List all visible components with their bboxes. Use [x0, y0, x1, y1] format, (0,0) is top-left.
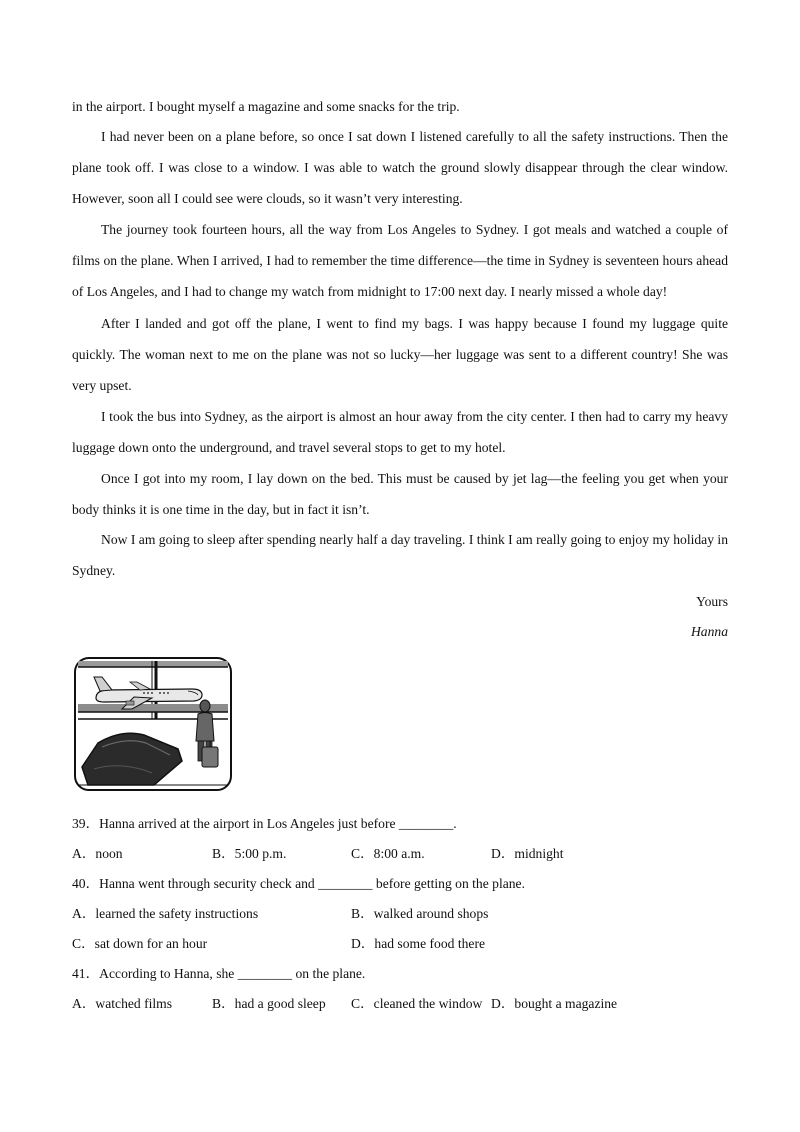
q41-option-c[interactable]: C．cleaned the window: [351, 996, 483, 1011]
q39-option-a[interactable]: A．noon: [72, 846, 123, 861]
q41-option-b[interactable]: B．had a good sleep: [212, 996, 326, 1011]
letter-paragraph-6: Now I am going to sleep after spending nearly half a day traveling. I think I am really going to enjoy my holiday in Sydney.: [72, 532, 728, 578]
q39-option-c[interactable]: C．8:00 a.m.: [351, 846, 425, 861]
letter-paragraph-5: Once I got into my room, I lay down on the bed. This must be caused by jet lag—the feeling you get when your body thinks it is one time in the day, but in fact it isn’t.: [72, 471, 728, 517]
q40-option-b[interactable]: B．walked around shops: [351, 906, 489, 921]
q40-option-c[interactable]: C．sat down for an hour: [72, 936, 208, 951]
question-41: 41．According to Hanna, she ________ on the plane.: [72, 966, 366, 981]
letter-closing: Yours: [696, 594, 728, 609]
q39-option-d[interactable]: D．midnight: [491, 846, 564, 861]
question-40: 40．Hanna went through security check and ________ before getting on the plane.: [72, 876, 525, 891]
airport-lounge-illustration: [74, 657, 232, 791]
letter-signature: Hanna: [690, 624, 728, 639]
letter-paragraph-3: After I landed and got off the plane, I went to find my bags. I was happy because I found my luggage quite quickly. The woman next to me on the plane was not so lucky—her luggage was sent to a different country! She was very upset.: [72, 316, 728, 393]
letter-paragraph-1: I had never been on a plane before, so once I sat down I listened carefully to all the safety instructions. Then the plane took off. I was close to a window. I was able to watch the ground slowly disappear through the clear window. However, soon all I could see were clouds, so it wasn’t very interesting.: [72, 129, 728, 206]
q40-option-a[interactable]: A．learned the safety instructions: [72, 906, 259, 921]
letter-paragraph-0: in the airport. I bought myself a magazine and some snacks for the trip.: [72, 99, 460, 114]
q41-option-d[interactable]: D．bought a magazine: [491, 996, 618, 1011]
letter-paragraph-4: I took the bus into Sydney, as the airport is almost an hour away from the city center. I then had to carry my heavy luggage down onto the underground, and travel several stops to get to my hotel.: [72, 409, 728, 455]
q41-option-a[interactable]: A．watched films: [72, 996, 173, 1011]
question-39: 39．Hanna arrived at the airport in Los Angeles just before ________.: [72, 816, 457, 831]
q39-option-b[interactable]: B．5:00 p.m.: [212, 846, 287, 861]
letter-paragraph-2: The journey took fourteen hours, all the way from Los Angeles to Sydney. I got meals and watched a couple of films on the plane. When I arrived, I had to remember the time difference—the time in Sydney is seventeen hours ahead of Los Angeles, and I had to change my watch from midnight to 17:00 next day. I nearly missed a whole day!: [72, 222, 728, 299]
q40-option-d[interactable]: D．had some food there: [351, 936, 486, 951]
